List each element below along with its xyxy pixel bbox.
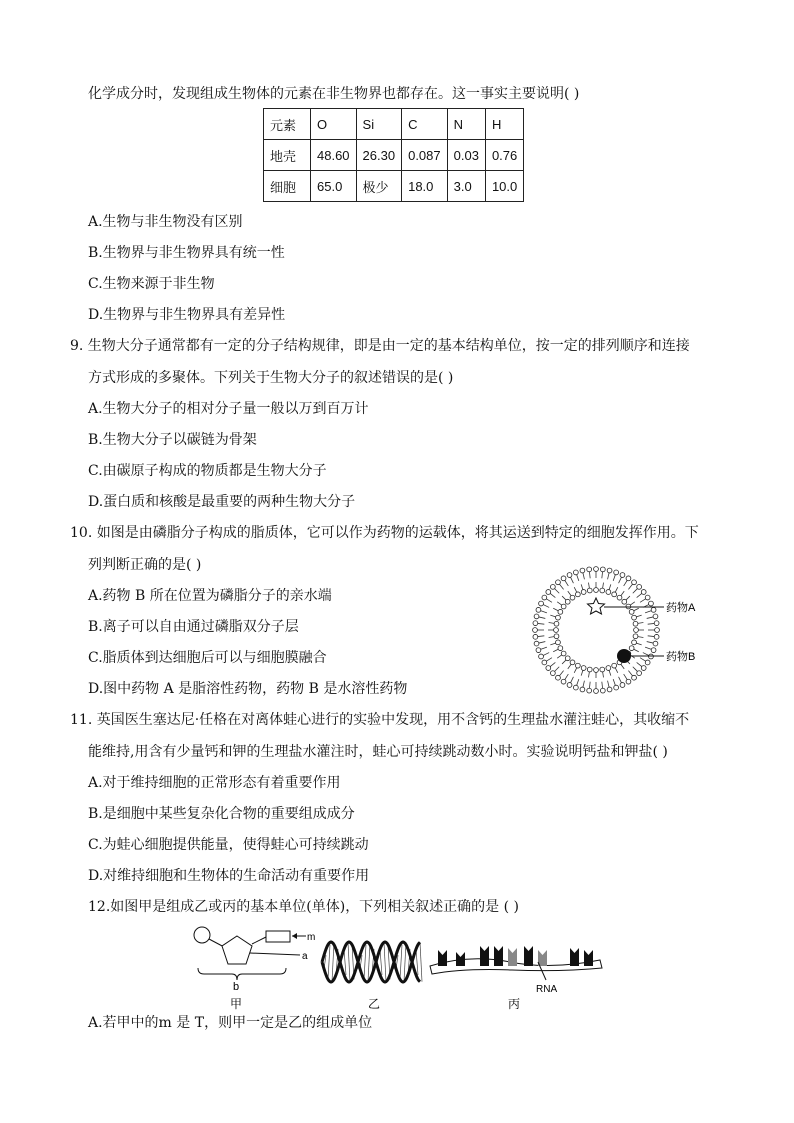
table-cell: N <box>447 109 485 140</box>
dna-double-helix <box>322 942 422 982</box>
label-jia: 甲 <box>230 997 243 1011</box>
table-cell: 细胞 <box>264 171 311 202</box>
label-a: a <box>302 951 308 962</box>
q8-option-c: C.生物来源于非生物 <box>88 276 215 292</box>
q11-option-b: B.是细胞中某些复杂化合物的重要组成成分 <box>88 806 355 822</box>
table-cell: H <box>485 109 523 140</box>
drug-b-label: 药物B <box>666 651 696 663</box>
q10-option-a: A.药物 B 所在位置为磷脂分子的亲水端 <box>88 588 332 604</box>
q11-option-c: C.为蛙心细胞提供能量，使得蛙心可持续跳动 <box>88 837 369 853</box>
label-yi: 乙 <box>368 997 381 1011</box>
q11-option-a: A.对于维持细胞的正常形态有着重要作用 <box>88 775 341 791</box>
liposome-figure <box>528 565 728 695</box>
label-m: m <box>307 932 316 943</box>
table-cell: 0.76 <box>485 140 523 171</box>
table-cell: 3.0 <box>447 171 485 202</box>
q9-stem-line2: 方式形成的多聚体。下列关于生物大分子的叙述错误的是( ) <box>88 370 454 386</box>
q11-stem-line1: 11. 英国医生塞达尼·任格在对离体蛙心进行的实验中发现，用不含钙的生理盐水灌注蛙心，其收缩不 <box>70 712 690 728</box>
drug-a-star-icon <box>588 598 605 614</box>
q9-option-a: A.生物大分子的相对分子量一般以万到百万计 <box>88 401 369 417</box>
label-rna: RNA <box>536 984 558 995</box>
table-cell: 48.60 <box>311 140 357 171</box>
q8-stem: 化学成分时，发现组成生物体的元素在非生物界也都存在。这一事实主要说明( ) <box>88 86 580 102</box>
q8-option-d: D.生物界与非生物界具有差异性 <box>88 307 286 323</box>
nucleotide-figure <box>180 920 620 1012</box>
table-cell: 0.03 <box>447 140 485 171</box>
q9-option-d: D.蛋白质和核酸是最重要的两种生物大分子 <box>88 494 356 510</box>
element-table <box>263 108 524 202</box>
q9-option-c: C.由碳原子构成的物质都是生物大分子 <box>88 463 327 479</box>
label-bing: 丙 <box>508 997 521 1011</box>
table-cell: C <box>402 109 448 140</box>
table-cell: 元素 <box>264 109 311 140</box>
q10-stem-line2: 列判断正确的是( ) <box>88 557 202 573</box>
drug-b-dot <box>617 649 631 663</box>
table-cell: 极少 <box>356 171 402 202</box>
table-cell: 26.30 <box>356 140 402 171</box>
q12-option-a: A.若甲中的m 是 T，则甲一定是乙的组成单位 <box>88 1015 373 1031</box>
q10-option-c: C.脂质体到达细胞后可以与细胞膜融合 <box>88 650 327 666</box>
liposome-bilayer <box>533 567 660 694</box>
q12-stem: 12.如图甲是组成乙或丙的基本单位(单体)，下列相关叙述正确的是 ( ) <box>88 899 520 915</box>
q10-stem-line1: 10. 如图是由磷脂分子构成的脂质体，它可以作为药物的运载体，将其运送到特定的细胞发挥作用。下 <box>70 525 699 541</box>
q10-option-b: B.离子可以自由通过磷脂双分子层 <box>88 619 299 635</box>
q9-option-b: B.生物大分子以碳链为骨架 <box>88 432 257 448</box>
table-row <box>264 171 524 202</box>
label-b: b <box>233 981 240 993</box>
table-cell: 65.0 <box>311 171 357 202</box>
q9-stem-line1: 9. 生物大分子通常都有一定的分子结构规律，即是由一定的基本结构单位，按一定的排列顺序和连接 <box>70 338 690 354</box>
q8-option-b: B.生物界与非生物界具有统一性 <box>88 245 285 261</box>
q10-option-d: D.图中药物 A 是脂溶性药物，药物 B 是水溶性药物 <box>88 681 408 697</box>
table-cell: O <box>311 109 357 140</box>
rna-strand <box>430 946 602 974</box>
table-row <box>264 109 524 140</box>
table-cell: 0.087 <box>402 140 448 171</box>
table-cell: 地壳 <box>264 140 311 171</box>
drug-a-label: 药物A <box>666 602 696 614</box>
q11-option-d: D.对维持细胞和生物体的生命活动有重要作用 <box>88 868 370 884</box>
nucleotide-diagram <box>194 927 315 1011</box>
q8-option-a: A.生物与非生物没有区别 <box>88 214 243 230</box>
table-cell: 10.0 <box>485 171 523 202</box>
table-row <box>264 140 524 171</box>
q11-stem-line2: 能维持,用含有少量钙和钾的生理盐水灌注时，蛙心可持续跳动数小时。实验说明钙盐和钾盐( ) <box>88 744 668 760</box>
table-cell: Si <box>356 109 402 140</box>
table-cell: 18.0 <box>402 171 448 202</box>
